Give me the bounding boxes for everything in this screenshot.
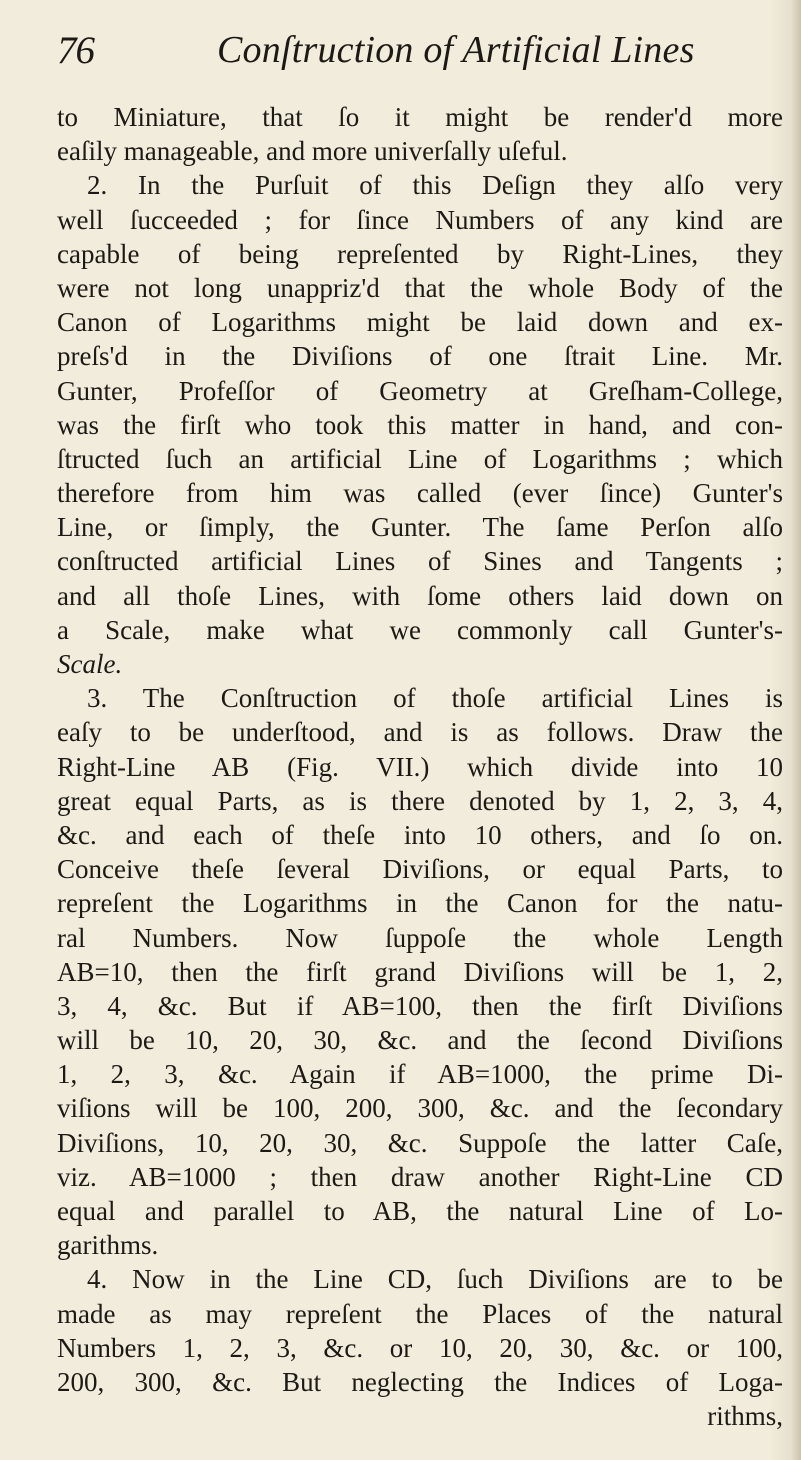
text-line: were not long unappriz'd that the whole Body of the <box>57 272 783 303</box>
text-line: garithms. <box>57 1230 159 1261</box>
text-line: viſions will be 100, 200, 300, &c. and the ſecondary <box>57 1093 783 1124</box>
text-line: ral Numbers. Now ſuppoſe the whole Length <box>57 922 783 953</box>
text-line: equal and parallel to AB, the natural Line of Lo- <box>57 1196 783 1226</box>
text-line: preſs'd in the Diviſions of one ſtrait Line. Mr. <box>57 341 783 372</box>
text-line: to Miniature, that ſo it might be render'd more <box>57 102 783 132</box>
text-line: 3, 4, &c. But if AB=100, then the firſt Diviſions <box>57 990 783 1021</box>
text-line: 3. The Conſtruction of thoſe artificial Lines is <box>87 683 783 714</box>
text-line: Numbers 1, 2, 3, &c. or 10, 20, 30, &c. or 100, <box>57 1332 783 1363</box>
text-line: Line, or ſimply, the Gunter. The ſame Perſon alſo <box>57 512 783 543</box>
text-line: 4. Now in the Line CD, ſuch Diviſions are to be <box>87 1264 783 1295</box>
text-line: 1, 2, 3, &c. Again if AB=1000, the prime Di- <box>57 1059 783 1090</box>
text-line: conſtructed artificial Lines of Sines and Tangents ; <box>57 546 783 577</box>
text-line: well ſucceeded ; for ſince Numbers of any kind are <box>57 204 783 235</box>
text-line: Diviſions, 10, 20, 30, &c. Suppoſe the latter Caſe, <box>57 1127 783 1158</box>
text-line: will be 10, 20, 30, &c. and the ſecond Diviſions <box>57 1025 783 1056</box>
text-line: Gunter, Profeſſor of Geometry at Greſham-College, <box>57 375 783 406</box>
text-line: Right-Line AB (Fig. VII.) which divide into 10 <box>57 751 783 782</box>
text-line: Conceive theſe ſeveral Diviſions, or equal Parts, to <box>57 854 783 885</box>
text-line: and all thoſe Lines, with ſome others laid down on <box>57 580 783 611</box>
page-edge-shadow <box>791 0 801 1460</box>
text-line: a Scale, make what we commonly call Gunter's- <box>57 614 783 645</box>
running-title: Conſtruction of Artificial Lines <box>217 29 695 71</box>
text-line: 2. In the Purſuit of this Deſign they alſo very <box>87 170 783 201</box>
catchword-line: rithms, <box>707 1401 783 1432</box>
text-line: ſtructed ſuch an artificial Line of Logarithms ; which <box>57 443 783 474</box>
body-text <box>57 100 787 1433</box>
text-line: eaſy to be underſtood, and is as follows. Draw the <box>57 717 783 748</box>
text-line: Scale. <box>57 649 123 679</box>
text-line: viz. AB=1000 ; then draw another Right-Line CD <box>57 1161 783 1192</box>
page-number: 76 <box>57 29 94 72</box>
text-line: &c. and each of theſe into 10 others, and ſo on. <box>57 819 783 850</box>
text-line: therefore from him was called (ever ſince) Gunter's <box>57 478 783 509</box>
text-line: was the firſt who took this matter in hand, and con- <box>57 409 783 440</box>
text-line: capable of being repreſented by Right-Lines, they <box>57 238 783 269</box>
text-line: eaſily manageable, and more univerſally uſeful. <box>57 136 568 167</box>
text-line: AB=10, then the firſt grand Diviſions will be 1, 2, <box>57 956 783 987</box>
text-line: Canon of Logarithms might be laid down and ex- <box>57 307 783 338</box>
page-header <box>57 28 757 84</box>
text-line: repreſent the Logarithms in the Canon for the natu- <box>57 888 783 919</box>
text-line: great equal Parts, as is there denoted by 1, 2, 3, 4, <box>57 785 783 816</box>
text-line: 200, 300, &c. But neglecting the Indices of Loga- <box>57 1366 783 1397</box>
text-line: made as may repreſent the Places of the natural <box>57 1298 783 1329</box>
